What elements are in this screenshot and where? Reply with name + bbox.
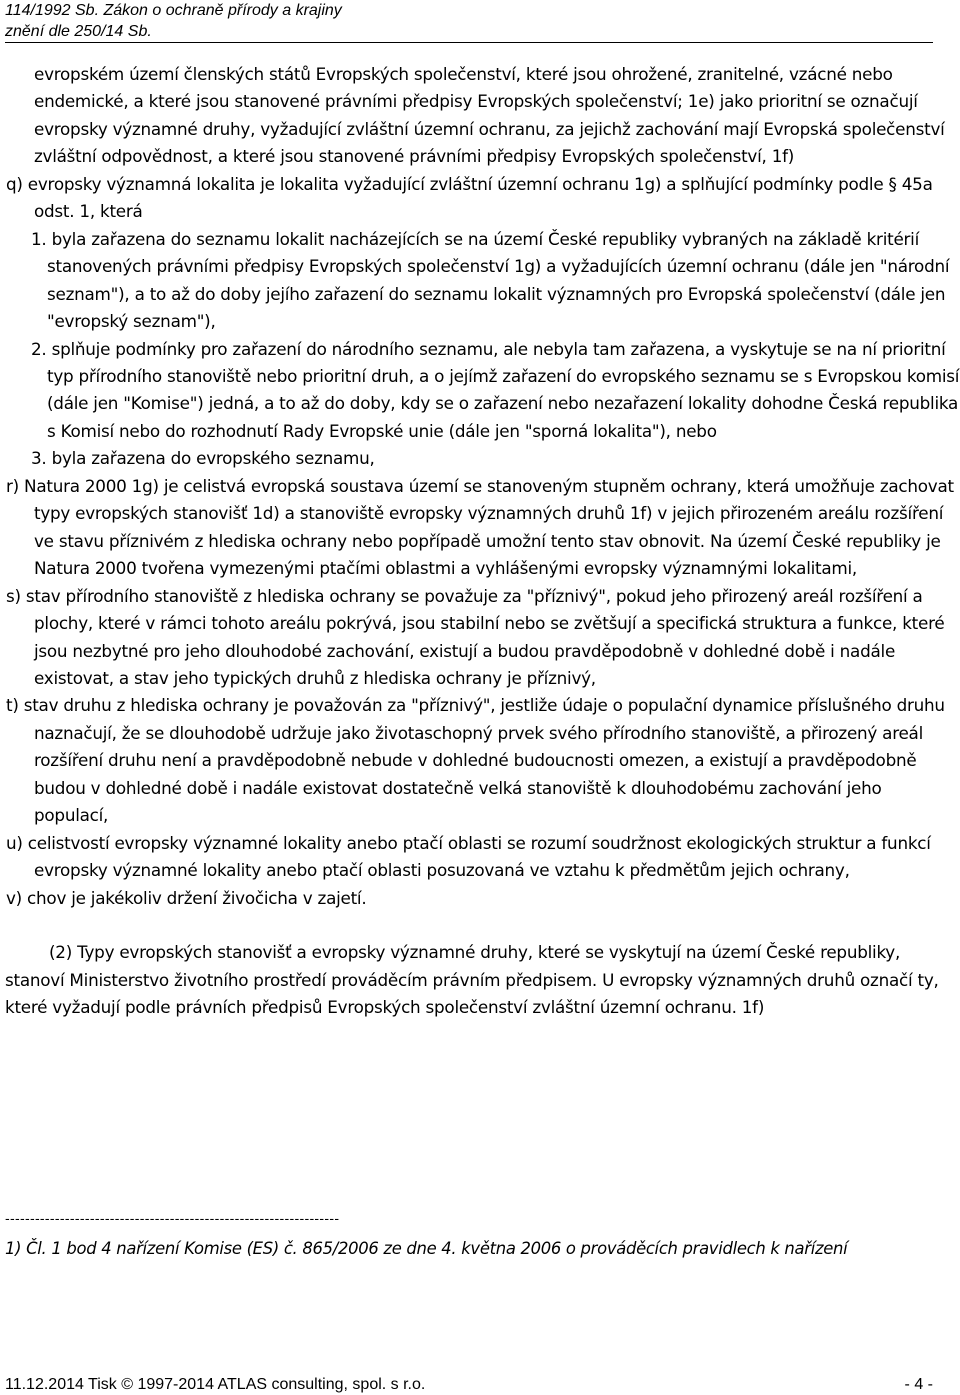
paragraph-continuation: evropském území členských států Evropských společenství, které jsou ohrožené, zranitelné, vzácné nebo endemické, a které jsou stanovené právními předpisy Evropských společenství; 1e) jako prioritní se označují evropsky významné druhy, vyžadující zvláštní územní ochranu, za jejichž zachování mají Evropská společenství zvláštní odpovědnost, a které jsou stanovené právními předpisy Evropských společenství, 1f) — [34, 64, 945, 167]
definition-r: r) Natura 2000 1g) je celistvá evropská soustava území se stanoveným stupněm ochrany, která umožňuje zachovat typy evropských stanovišť 1d) a stanoviště evropsky významných druhů 1f) v jejich přirozeném areálu rozšíření ve stavu příznivém z hlediska ochrany nebo popřípadě umožní tento stav obnovit. Na území České republiky je Natura 2000 tvořena vymezenými ptačími oblastmi a vyhlášenými evropsky významnými lokalitami, — [6, 475, 954, 579]
footer-print-info: 11.12.2014 Tisk © 1997-2014 ATLAS consulting, spol. s r.o. — [5, 1376, 426, 1393]
definition-t: t) stav druhu z hlediska ochrany je považován za "příznivý", jestliže údaje o populační dynamice příslušného druhu naznačují, že se dlouhodobě udržuje jako životaschopný prvek svého přírodního stanoviště, a přirozený areál rozšíření druhu není a pravděpodobně nebude v dohledné budoucnosti omezen, a existují a pravděpodobně budou v dohledné době i nadále existovat dostatečně velká stanoviště k dlouhodobému zachování jeho populací, — [6, 695, 945, 826]
definition-q-item-2: 2. splňuje podmínky pro zařazení do národního seznamu, ale nebyla tam zařazena, a vyskytuje se na ní prioritní typ přírodního stanoviště nebo prioritní druh, a o jejímž zařazení do evropského seznamu se s Evropskou komisí (dále jen "Komise") jedná, a to až do doby, kdy se o zařazení nebo nezařazení lokality dohodne Česká republika s Komisí nebo do rozhodnutí Rady Evropské unie (dále jen "sporná lokalita"), nebo — [31, 338, 960, 441]
definition-u: u) celistvostí evropsky významné lokality anebo ptačí oblasti se rozumí soudržnost ekologických struktur a funkcí evropsky významné lokality anebo ptačí oblasti posuzovaná ve vztahu k předmětům jejich ochrany, — [6, 832, 931, 881]
page-number: - 4 - — [904, 1376, 933, 1393]
definition-q: q) evropsky významná lokalita je lokalita vyžadující zvláštní územní ochranu 1g) a splňující podmínky podle § 45a odst. 1, která — [6, 173, 933, 222]
header-title: 114/1992 Sb. Zákon o ochraně přírody a krajiny — [5, 2, 342, 19]
document-body — [0, 61, 960, 1021]
definition-v: v) chov je jakékoliv držení živočicha v zajetí. — [6, 887, 367, 908]
definition-s: s) stav přírodního stanoviště z hlediska ochrany se považuje za "příznivý", pokud jeho přirozený areál rozšíření a plochy, které v rámci tohoto areálu pokrývá, jsou stabilní nebo se zvětšují a specifická struktura a funkce, které jsou nezbytné pro jeho dlouhodobé zachování, existují a budou pravděpodobně v dohledné době i nadále existovat, a stav jeho typických druhů z hlediska ochrany je příznivý, — [6, 585, 945, 688]
running-header — [5, 0, 342, 42]
definition-q-item-3: 3. byla zařazena do evropského seznamu, — [31, 448, 375, 469]
paragraph-2: (2) Typy evropských stanovišť a evropsky významné druhy, které se vyskytují na území České republiky, stanoví Ministerstvo životního prostředí prováděcím právním předpisem. U evropsky významných druhů označí ty, které vyžadují podle právních předpisů Evropských společenství zvláštní územní ochranu. 1f) — [5, 942, 939, 1017]
definition-q-item-1: 1. byla zařazena do seznamu lokalit nacházejících se na území České republiky vybraných na základě kritérií stanovených právními předpisy Evropských společenství 1g) a vyžadujících územní ochranu (dále jen "národní seznam"), a to až do doby jejího zařazení do seznamu lokalit významných pro Evropská společenství (dále jen "evropský seznam"), — [31, 228, 950, 332]
footnote: 1) Čl. 1 bod 4 nařízení Komise (ES) č. 865/2006 ze dne 4. května 2006 o prováděcích pravidlech k nařízení — [5, 1239, 848, 1258]
header-rule — [5, 42, 933, 43]
footnote-separator: ------------------------------------------------------------------- — [5, 1212, 340, 1227]
header-version: znění dle 250/14 Sb. — [5, 23, 152, 40]
